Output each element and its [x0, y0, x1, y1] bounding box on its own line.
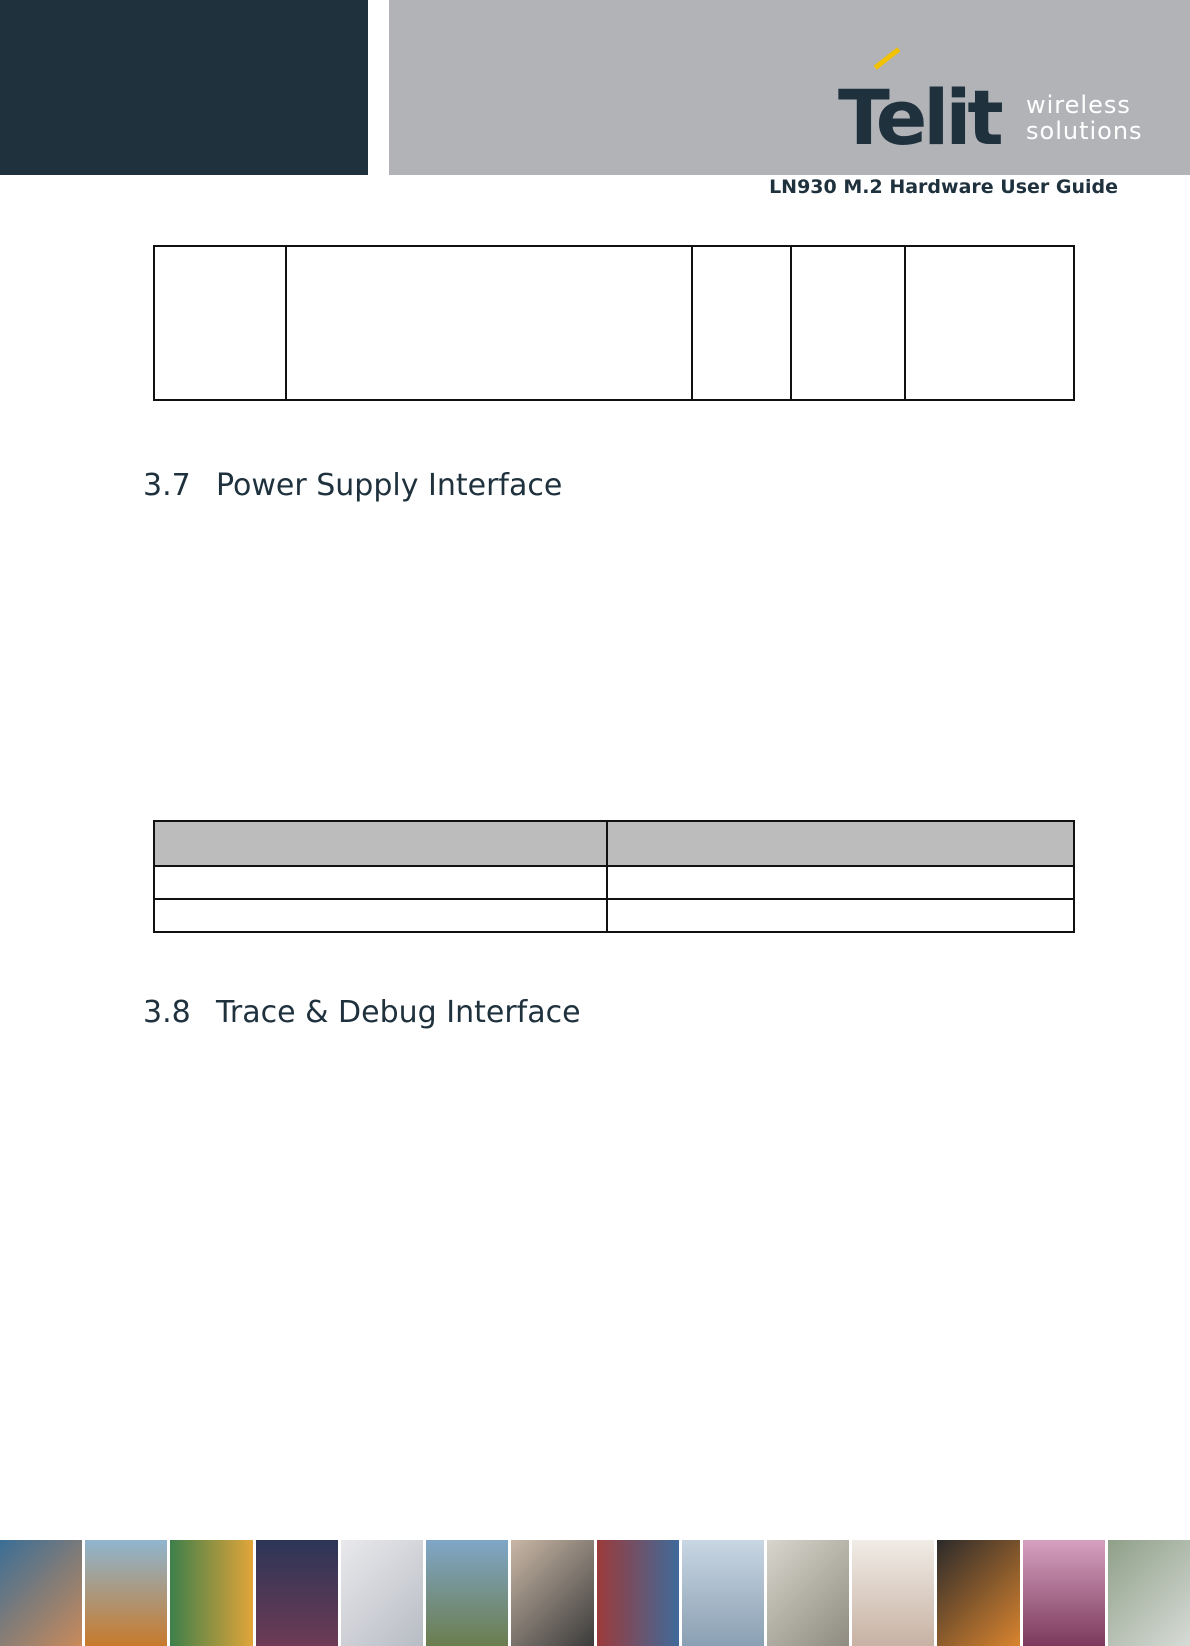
footer-photo	[682, 1540, 764, 1646]
footer-photo	[85, 1540, 167, 1646]
table-header-row	[154, 821, 1074, 866]
footer-photo	[426, 1540, 508, 1646]
power-supply-table	[153, 820, 1075, 933]
header-dark-panel	[0, 0, 368, 175]
footer-photo	[852, 1540, 934, 1646]
logo-tagline-line1: wireless	[1026, 91, 1131, 119]
footer-photo	[170, 1540, 252, 1646]
section-heading	[143, 995, 581, 1030]
table-cell	[154, 899, 607, 932]
table-header-cell	[607, 821, 1074, 866]
footer-photo	[597, 1540, 679, 1646]
table-cell	[154, 866, 607, 899]
footer-photo	[511, 1540, 593, 1646]
footer-photo	[0, 1540, 82, 1646]
table-cell	[791, 246, 905, 400]
table-cell	[154, 246, 286, 400]
table-cell	[607, 899, 1074, 932]
section-title: Trace & Debug Interface	[216, 995, 581, 1030]
logo-tagline	[1026, 92, 1143, 144]
table-row	[154, 246, 1074, 400]
section-number: 3.8	[143, 995, 191, 1030]
footer-photo	[767, 1540, 849, 1646]
table-cell	[905, 246, 1074, 400]
footer-photo	[256, 1540, 338, 1646]
footer-photo	[341, 1540, 423, 1646]
telit-logo	[838, 50, 1158, 160]
logo-wordmark: Telit	[838, 73, 1000, 162]
table-cell	[286, 246, 692, 400]
section-heading	[143, 468, 562, 503]
footer-photo	[937, 1540, 1019, 1646]
footer-photo	[1108, 1540, 1190, 1646]
table-cell	[607, 866, 1074, 899]
footer-photo-strip	[0, 1540, 1190, 1646]
table-header-cell	[154, 821, 607, 866]
footer-photo	[1023, 1540, 1105, 1646]
section-number: 3.7	[143, 468, 191, 503]
section-title: Power Supply Interface	[216, 468, 563, 503]
table-row	[154, 866, 1074, 899]
table-row	[154, 899, 1074, 932]
document-title: LN930 M.2 Hardware User Guide	[769, 176, 1118, 198]
logo-tagline-line2: solutions	[1026, 117, 1143, 145]
pin-table-continuation	[153, 245, 1075, 401]
table-cell	[692, 246, 791, 400]
logo-accent-mark	[874, 47, 901, 69]
